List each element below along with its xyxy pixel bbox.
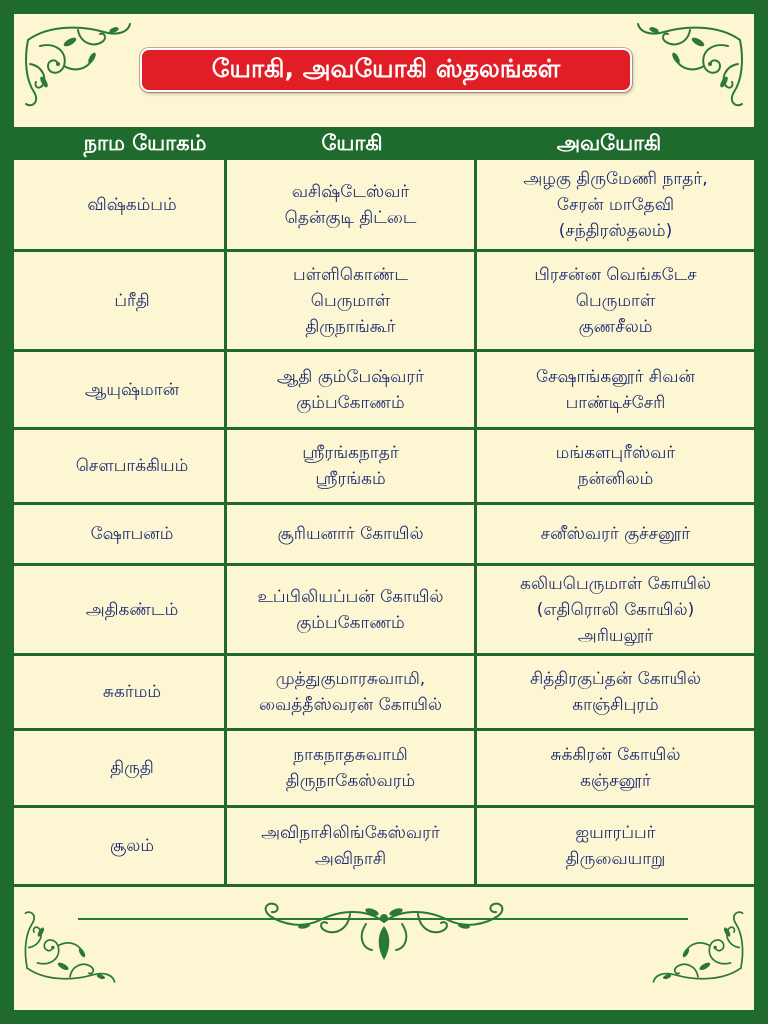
nama-yogam-text: விஷ்கம்பம் (87, 194, 177, 215)
avayogi-text-line: பாண்டிச்சேரி (565, 392, 666, 413)
avayogi-text-line: மங்களபுரீஸ்வர் (555, 443, 676, 463)
avayogi-text-line: திருவையாறு (565, 849, 666, 869)
avayogi-text-line: சேரன் மாதேவி (556, 194, 675, 215)
nama-yogam-text: சுகர்மம் (102, 682, 162, 702)
avayogi-text-line: கலியபெருமாள் கோயில் (519, 573, 712, 594)
cell-avayogi (474, 656, 754, 728)
avayogi-text-line: (சந்திரஸ்தலம்) (558, 220, 673, 241)
avayogi-text-line: அழகு திருமேணி நாதர், (523, 168, 708, 189)
cell-yogi (224, 566, 474, 653)
table-row (14, 160, 754, 252)
yogi-text-line: திருநாகேஸ்வரம் (285, 771, 416, 791)
yogi-text-line: கும்பகோணம் (296, 612, 405, 633)
cell-yogi (224, 731, 474, 805)
avayogi-text-line: கஞ்சனூர் (580, 771, 651, 791)
avayogi-text-line: காஞ்சிபுரம் (572, 695, 659, 715)
cell-yogi (224, 656, 474, 728)
cell-nama-yogam (14, 731, 224, 805)
avayogi-text-line: ஐயாரப்பர் (575, 823, 656, 843)
yogi-text-line: அவிநாசி (314, 849, 387, 869)
nama-yogam-text: ப்ரீதி (114, 290, 150, 311)
cell-avayogi (474, 808, 754, 884)
cell-avayogi (474, 430, 754, 502)
yogi-text-line: திருநாங்கூர் (305, 316, 396, 337)
corner-ornament-icon (634, 20, 746, 108)
cell-nama-yogam (14, 352, 224, 427)
table-row (14, 252, 754, 352)
table-row (14, 656, 754, 731)
column-header-avayogi: அவயோகி (556, 131, 662, 155)
corner-ornament-icon (650, 895, 746, 1000)
nama-yogam-text: சூலம் (109, 836, 155, 856)
yogi-text-line: கும்பகோணம் (296, 392, 405, 413)
yoga-table (14, 160, 754, 887)
yogi-text-line: அவிநாசிலிங்கேஸ்வரர் (261, 823, 440, 843)
cell-yogi (224, 252, 474, 349)
yogi-text-line: பெருமாள் (310, 290, 391, 311)
yogi-text-line: ஸ்ரீரங்கநாதர் (302, 443, 399, 463)
nama-yogam-text: அதிகண்டம் (85, 599, 179, 620)
nama-yogam-text: சௌபாக்கியம் (75, 456, 189, 476)
table-row (14, 352, 754, 430)
table-row (14, 731, 754, 808)
cell-avayogi (474, 160, 754, 249)
column-header-nama-yogam: நாம யோகம் (83, 131, 207, 155)
nama-yogam-text: ஆயுஷ்மான் (84, 379, 180, 400)
cell-nama-yogam (14, 656, 224, 728)
avayogi-text-line: குணசீலம் (578, 316, 653, 337)
avayogi-text-line: அரியலூர் (577, 625, 654, 646)
yogi-text-line: முத்துகுமாரசுவாமி, (275, 669, 426, 689)
nama-yogam-text: ஷோபனம் (90, 524, 174, 544)
cell-yogi (224, 160, 474, 249)
yogi-text-line: பள்ளிகொண்ட (293, 264, 408, 285)
center-flourish-icon (254, 900, 514, 964)
cell-yogi (224, 505, 474, 563)
yogi-text-line: ஸ்ரீரங்கம் (315, 469, 386, 489)
avayogi-text-line: சனீஸ்வரர் குச்சனூர் (540, 524, 691, 544)
page-title: யோகி, அவயோகி ஸ்தலங்கள் (140, 48, 632, 92)
avayogi-text-line: நன்னிலம் (577, 469, 654, 489)
cell-nama-yogam (14, 505, 224, 563)
cell-nama-yogam (14, 430, 224, 502)
table-row (14, 505, 754, 566)
avayogi-text-line: பிரசன்ன வெங்கடேச (534, 264, 697, 285)
corner-ornament-icon (22, 20, 134, 108)
yogi-text-line: சூரியனார் கோயில் (277, 524, 424, 544)
cell-nama-yogam (14, 252, 224, 349)
yogi-text-line: வசிஷ்டேஸ்வர் (291, 181, 410, 202)
cell-avayogi (474, 505, 754, 563)
title-panel (14, 14, 754, 127)
yogi-text-line: தென்குடி திட்டை (284, 207, 417, 228)
avayogi-text-line: பெருமாள் (575, 290, 656, 311)
table-header (0, 127, 768, 160)
cell-yogi (224, 352, 474, 427)
cell-avayogi (474, 252, 754, 349)
cell-nama-yogam (14, 160, 224, 249)
yogi-text-line: நாகநாதசுவாமி (293, 745, 408, 765)
cell-yogi (224, 430, 474, 502)
yogi-text-line: ஆதி கும்பேஷ்வரர் (276, 366, 425, 387)
avayogi-text-line: சேஷாங்கனூர் சிவன் (536, 366, 695, 387)
cell-nama-yogam (14, 566, 224, 653)
footer-panel (14, 887, 754, 1010)
table-row (14, 808, 754, 887)
table-row (14, 430, 754, 505)
avayogi-text-line: சித்திரகுப்தன் கோயில் (529, 669, 702, 689)
yogi-text-line: வைத்தீஸ்வரன் கோயில் (258, 695, 443, 715)
column-header-yogi: யோகி (321, 131, 383, 155)
avayogi-text-line: சுக்கிரன் கோயில் (550, 745, 681, 765)
yogi-text-line: உப்பிலியப்பன் கோயில் (257, 586, 444, 607)
nama-yogam-text: திருதி (110, 758, 154, 778)
cell-avayogi (474, 731, 754, 805)
cell-yogi (224, 808, 474, 884)
cell-avayogi (474, 566, 754, 653)
cell-avayogi (474, 352, 754, 427)
avayogi-text-line: (எதிரொலி கோயில்) (536, 599, 695, 620)
corner-ornament-icon (22, 895, 118, 1000)
table-row (14, 566, 754, 656)
cell-nama-yogam (14, 808, 224, 884)
